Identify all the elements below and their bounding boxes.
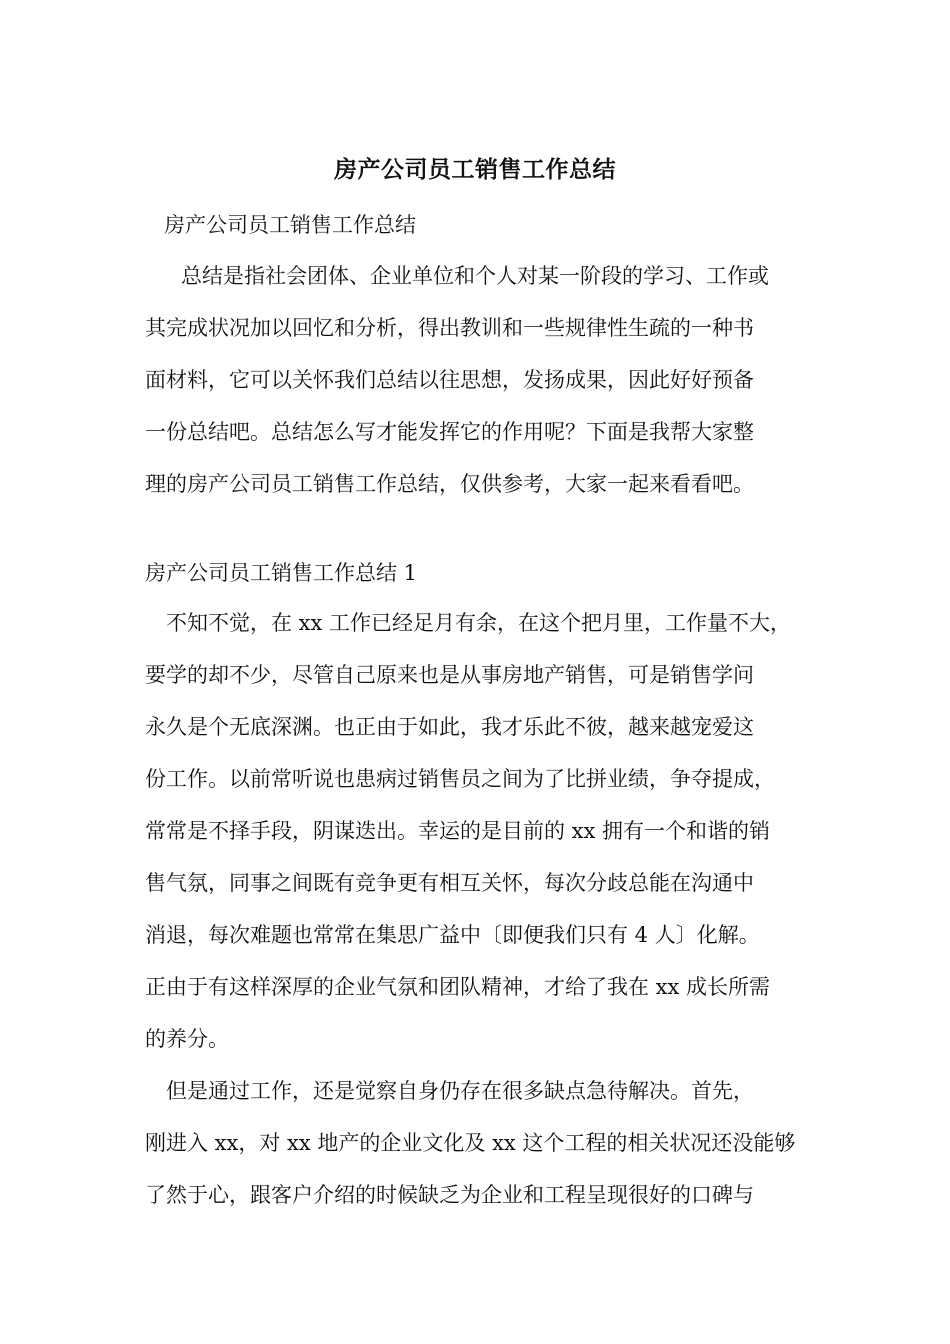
intro-line: 理的房产公司员工销售工作总结，仅供参考，大家一起来看看吧。 <box>145 472 754 496</box>
paragraph-line: 要学的却不少，尽管自己原来也是从事房地产销售，可是销售学问 <box>145 663 754 687</box>
intro-line: 总结是指社会团体、企业单位和个人对某一阶段的学习、工作或 <box>181 264 769 288</box>
paragraph-line: 了然于心，跟客户介绍的时候缺乏为企业和工程呈现很好的口碑与 <box>145 1183 754 1207</box>
intro-line: 一份总结吧。总结怎么写才能发挥它的作用呢？下面是我帮大家整 <box>145 420 754 444</box>
paragraph-line: 正由于有这样深厚的企业气氛和团队精神，才给了我在 xx 成长所需 <box>145 975 771 999</box>
paragraph-line: 份工作。以前常听说也患病过销售员之间为了比拼业绩，争夺提成， <box>145 767 775 791</box>
paragraph-line: 的养分。 <box>145 1027 229 1051</box>
intro-line: 面材料，它可以关怀我们总结以往思想，发扬成果，因此好好预备 <box>145 368 754 392</box>
paragraph-line: 消退，每次难题也常常在集思广益中〔即便我们只有 4 人〕化解。 <box>145 923 760 947</box>
document-title: 房产公司员工销售工作总结 <box>334 156 616 183</box>
document-subtitle: 房产公司员工销售工作总结 <box>164 213 416 237</box>
paragraph-line: 永久是个无底深渊。也正由于如此，我才乐此不彼，越来越宠爱这 <box>145 715 754 739</box>
paragraph-line: 常常是不择手段，阴谋迭出。幸运的是目前的 xx 拥有一个和谐的销 <box>145 819 771 843</box>
section-heading: 房产公司员工销售工作总结 1 <box>145 561 418 585</box>
paragraph-line: 售气氛，同事之间既有竞争更有相互关怀，每次分歧总能在沟通中 <box>145 871 754 895</box>
paragraph-line: 刚进入 xx，对 xx 地产的企业文化及 xx 这个工程的相关状况还没能够 <box>145 1131 796 1155</box>
intro-line: 其完成状况加以回忆和分析，得出教训和一些规律性生疏的一种书 <box>145 316 754 340</box>
paragraph-line: 不知不觉，在 xx 工作已经足月有余，在这个把月里，工作量不大， <box>166 611 792 635</box>
paragraph-line: 但是通过工作，还是觉察自身仍存在很多缺点急待解决。首先， <box>166 1079 754 1103</box>
